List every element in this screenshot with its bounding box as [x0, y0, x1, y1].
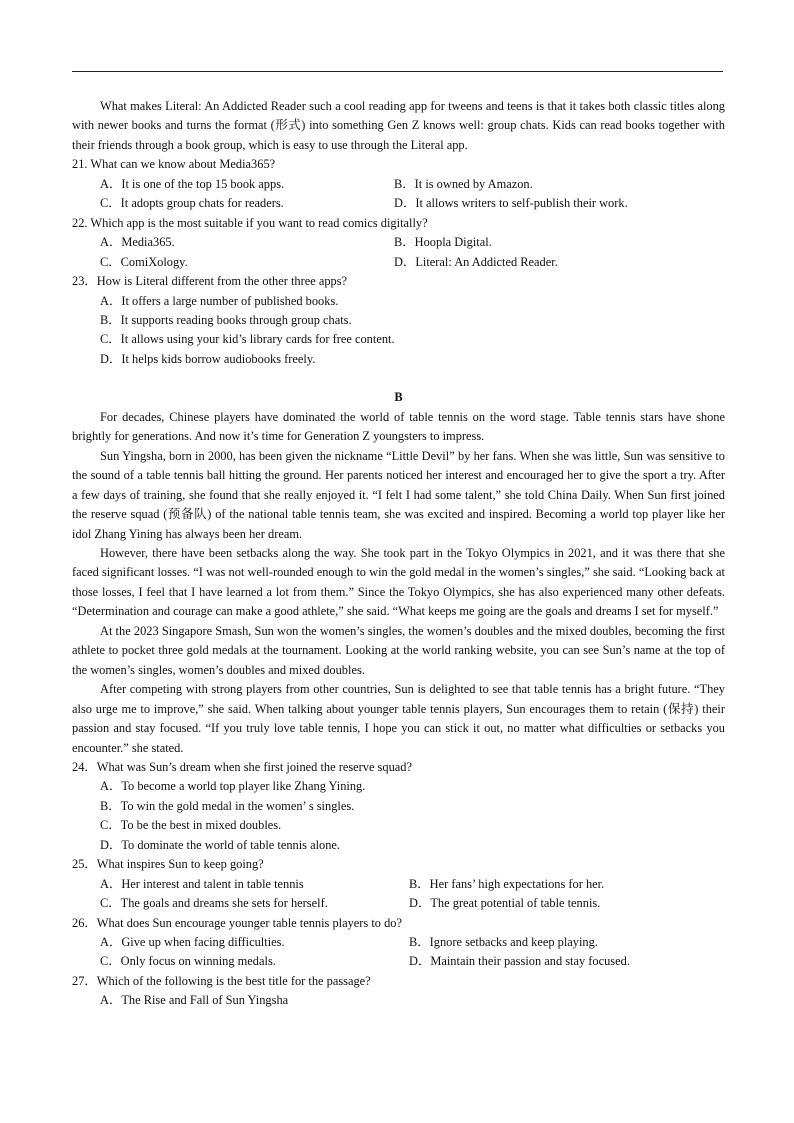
question-number: 23．: [72, 274, 97, 289]
option-text: Maintain their passion and stay focused.: [430, 954, 630, 969]
option-d[interactable]: [394, 253, 558, 272]
option-letter: A．: [100, 293, 122, 308]
option-letter: A．: [100, 876, 122, 891]
option-text: Her fans’ high expectations for her.: [429, 876, 605, 891]
option-letter: D．: [100, 351, 122, 366]
question-text: Which of the following is the best title for the passage?: [96, 973, 371, 988]
option-d[interactable]: [409, 952, 630, 971]
options-row: [72, 194, 725, 213]
option-letter: B．: [394, 235, 415, 250]
option-a[interactable]: [100, 233, 394, 252]
question-text: Which app is the most suitable if you want to read comics digitally?: [90, 215, 428, 230]
option-text: To dominate the world of table tennis alone.: [121, 837, 341, 852]
option-text: It offers a large number of published books.: [121, 293, 339, 308]
option-text: The Rise and Fall of Sun Yingsha: [121, 993, 289, 1008]
question-text: What was Sun’s dream when she first joined the reserve squad?: [96, 759, 412, 774]
option-letter: A．: [100, 235, 122, 250]
option-letter: D．: [409, 896, 431, 911]
option-letter: C．: [100, 254, 121, 269]
option-letter: B．: [100, 798, 121, 813]
option-text: It is owned by Amazon.: [414, 176, 533, 191]
section-b-heading: B: [394, 390, 403, 405]
question-27: [72, 972, 725, 991]
option-b[interactable]: [409, 875, 604, 894]
option-c[interactable]: [100, 253, 394, 272]
option-text: It is one of the top 15 book apps.: [121, 176, 285, 191]
option-c[interactable]: [100, 894, 409, 913]
option-a[interactable]: [100, 933, 409, 952]
question-number: 22.: [72, 215, 88, 230]
option-letter: B．: [409, 935, 430, 950]
option-text: Media365.: [121, 235, 175, 250]
options-row: [72, 175, 725, 194]
question-number: 24．: [72, 759, 97, 774]
options-row: [72, 875, 725, 894]
question-number: 25．: [72, 857, 97, 872]
option-text: Ignore setbacks and keep playing.: [429, 935, 598, 950]
option-d[interactable]: [72, 836, 725, 855]
option-d[interactable]: [409, 894, 600, 913]
option-b[interactable]: [409, 933, 598, 952]
option-a[interactable]: [100, 875, 409, 894]
option-text: It helps kids borrow audiobooks freely.: [121, 351, 316, 366]
option-letter: B．: [409, 876, 430, 891]
option-text: To be the best in mixed doubles.: [120, 818, 282, 833]
option-text: ComiXology.: [120, 254, 188, 269]
option-text: It allows using your kid’s library cards for free content.: [120, 332, 395, 347]
option-c[interactable]: [100, 952, 409, 971]
question-text: What does Sun encourage younger table tennis players to do?: [96, 915, 402, 930]
passage-b-paragraph-2: Sun Yingsha, born in 2000, has been given the nickname “Little Devil” by her fans. When she was little, Sun was sensitive to the sound of a table tennis ball hitting the ground. Her parents noticed her interest and encouraged her to give the sport a try. After a few days of training, she found that she really enjoyed it. “I felt I had some talent,” she told China Daily. When Sun first joined the reserve squad (预备队) of the national table tennis team, she was excited and inspired. Becoming a world top player like her idol Zhang Yining has always been her dream.: [72, 448, 725, 541]
option-text: It adopts group chats for readers.: [120, 196, 284, 211]
question-21: [72, 155, 725, 174]
option-letter: A．: [100, 993, 122, 1008]
option-c[interactable]: [100, 194, 394, 213]
option-b[interactable]: [72, 797, 725, 816]
question-number: 27．: [72, 973, 97, 988]
option-text: To become a world top player like Zhang Yining.: [121, 779, 366, 794]
option-letter: C．: [100, 196, 121, 211]
option-letter: C．: [100, 332, 121, 347]
question-25: [72, 855, 725, 874]
passage-b-paragraph-4: At the 2023 Singapore Smash, Sun won the women’s singles, the women’s doubles and the mixed doubles, becoming the first athlete to pocket three gold medals at the tournament. Looking at the world ranking website, you can see Sun’s name at the top of the women’s singles, women’s doubles and mixed doubles.: [72, 623, 725, 677]
header-rule: [72, 71, 723, 72]
option-d[interactable]: [72, 350, 725, 369]
option-a[interactable]: [100, 175, 394, 194]
option-letter: B．: [394, 176, 415, 191]
question-24: [72, 758, 725, 777]
option-letter: D．: [394, 254, 416, 269]
question-number: 26．: [72, 915, 97, 930]
option-letter: D．: [409, 954, 431, 969]
option-c[interactable]: [72, 330, 725, 349]
option-text: It allows writers to self-publish their work.: [415, 196, 628, 211]
options-row: [72, 952, 725, 971]
question-text: How is Literal different from the other three apps?: [96, 274, 348, 289]
option-letter: D．: [394, 196, 416, 211]
option-letter: C．: [100, 954, 121, 969]
question-text: What inspires Sun to keep going?: [96, 857, 264, 872]
option-text: The great potential of table tennis.: [430, 896, 601, 911]
question-26: [72, 914, 725, 933]
option-d[interactable]: [394, 194, 628, 213]
option-text: It supports reading books through group chats.: [120, 312, 352, 327]
option-text: Hoopla Digital.: [414, 235, 492, 250]
options-row: [72, 933, 725, 952]
options-row: [72, 894, 725, 913]
option-b[interactable]: [72, 311, 725, 330]
exam-page: [72, 97, 725, 1011]
option-c[interactable]: [72, 816, 725, 835]
question-text: What can we know about Media365?: [90, 157, 276, 172]
option-text: Give up when facing difficulties.: [121, 935, 285, 950]
passage-a-closing-paragraph: What makes Literal: An Addicted Reader such a cool reading app for tweens and teens is that it takes both classic titles along with newer books and turns the format (形式) into something Gen Z knows well: group chats. Kids can read books together with their friends through a book group, which is easy to use through the Literal app.: [72, 99, 725, 152]
option-a[interactable]: [72, 292, 725, 311]
option-letter: C．: [100, 818, 121, 833]
option-b[interactable]: [394, 233, 492, 252]
option-text: Her interest and talent in table tennis: [121, 876, 304, 891]
option-letter: D．: [100, 837, 122, 852]
passage-b-paragraph-1: For decades, Chinese players have dominated the world of table tennis on the word stage. Table tennis stars have shone brightly for generations. And now it’s time for Generation Z youngsters to impress.: [72, 409, 725, 444]
option-b[interactable]: [394, 175, 533, 194]
option-text: Only focus on winning medals.: [120, 954, 276, 969]
option-text: Literal: An Addicted Reader.: [415, 254, 558, 269]
options-row: [72, 233, 725, 252]
question-number: 21.: [72, 157, 88, 172]
options-row: [72, 253, 725, 272]
option-text: To win the gold medal in the women’ s singles.: [120, 798, 355, 813]
option-text: The goals and dreams she sets for herself.: [120, 896, 328, 911]
option-letter: B．: [100, 312, 121, 327]
option-letter: A．: [100, 779, 122, 794]
passage-b-paragraph-5: After competing with strong players from other countries, Sun is delighted to see that table tennis has a bright future. “They also urge me to improve,” she said. When talking about younger table tennis players, Sun encourages them to retain (保持) their passion and stay focused. “If you truly love table tennis, I hope you can stick it out, no matter what difficulties or setbacks you encounter.” she stated.: [72, 682, 725, 755]
option-a[interactable]: [72, 777, 725, 796]
question-23: [72, 272, 725, 291]
question-22: [72, 214, 725, 233]
option-letter: A．: [100, 176, 122, 191]
option-a[interactable]: [72, 991, 725, 1010]
option-letter: A．: [100, 935, 122, 950]
passage-b-paragraph-3: However, there have been setbacks along the way. She took part in the Tokyo Olympics in 2021, and it was there that she faced significant losses. “I was not well-rounded enough to win the gold medal in the women’s singles,” she said. “Looking back at those losses, I feel that I have learned a lot from them.” Since the Tokyo Olympics, she has also experienced many other defeats. “Determination and courage can make a good athlete,” she said. “What keeps me going are the goals and dreams I set for myself.”: [72, 545, 725, 619]
option-letter: C．: [100, 896, 121, 911]
